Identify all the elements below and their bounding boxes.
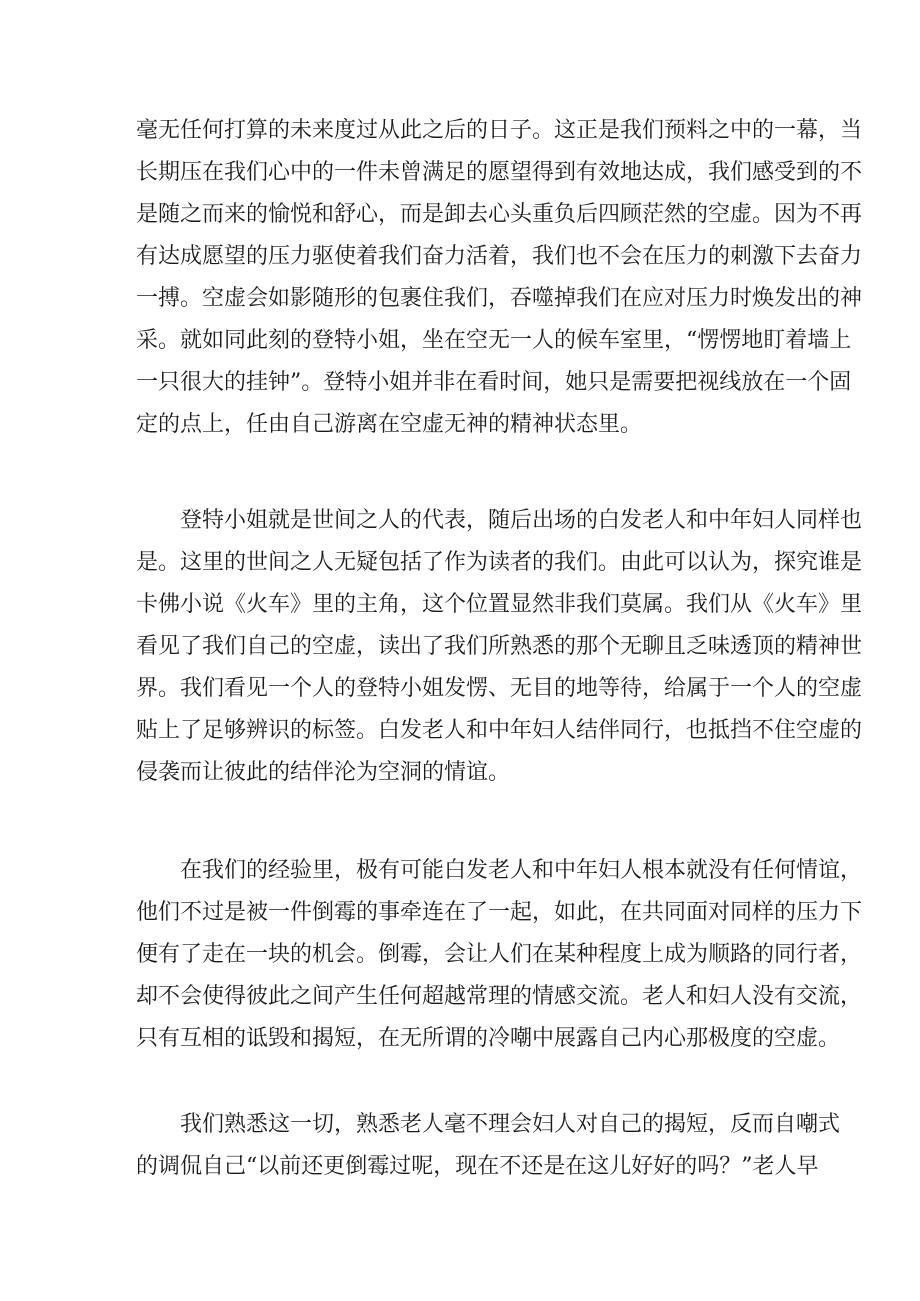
paragraph-line: 界。我们看见一个人的登特小姐发愣、无目的地等待，给属于一个人的空虚 <box>136 676 863 701</box>
paragraph-line: 贴上了足够辨识的标签。白发老人和中年妇人结伴同行，也抵挡不住空虚的 <box>136 718 863 743</box>
paragraph-line: 的调侃自己“以前还更倒霉过呢，现在不还是在这儿好好的吗？”老人早 <box>136 1154 819 1179</box>
paragraph-line: 一搏。空虚会如影随形的包裹住我们，吞噬掉我们在应对压力时焕发出的神 <box>136 286 863 311</box>
paragraph-line: 是。这里的世间之人无疑包括了作为读者的我们。由此可以认为，探究谁是 <box>136 550 863 575</box>
paragraph-line: 只有互相的诋毁和揭短，在无所谓的冷嘲中展露自己内心那极度的空虚。 <box>136 1026 841 1051</box>
paragraph-line: 定的点上，任由自己游离在空虚无神的精神状态里。 <box>136 412 643 437</box>
paragraph-line: 侵袭而让彼此的结伴沦为空洞的情谊。 <box>136 760 511 785</box>
paragraph-line: 在我们的经验里，极有可能白发老人和中年妇人根本就没有任何情谊， <box>180 858 863 883</box>
paragraph-line: 我们熟悉这一切，熟悉老人毫不理会妇人对自己的揭短，反而自嘲式 <box>180 1112 841 1137</box>
paragraph-line: 他们不过是被一件倒霉的事牵连在了一起，如此，在共同面对同样的压力下 <box>136 900 863 925</box>
paragraph-line: 卡佛小说《火车》里的主角，这个位置显然非我们莫属。我们从《火车》里 <box>136 592 863 617</box>
paragraph-line: 毫无任何打算的未来度过从此之后的日子。这正是我们预料之中的一幕，当 <box>136 118 863 143</box>
paragraph-line: 一只很大的挂钟”。登特小姐并非在看时间，她只是需要把视线放在一个固 <box>136 370 852 395</box>
paragraph-line: 却不会使得彼此之间产生任何超越常理的情感交流。老人和妇人没有交流， <box>136 984 863 1009</box>
paragraph-line: 看见了我们自己的空虚，读出了我们所熟悉的那个无聊且乏味透顶的精神世 <box>136 634 863 659</box>
paragraph-line: 有达成愿望的压力驱使着我们奋力活着，我们也不会在压力的刺激下去奋力 <box>136 244 863 269</box>
paragraph-line: 长期压在我们心中的一件未曾满足的愿望得到有效地达成，我们感受到的不 <box>136 160 863 185</box>
paragraph-line: 便有了走在一块的机会。倒霉，会让人们在某种程度上成为顺路的同行者， <box>136 942 863 967</box>
paragraph-line: 是随之而来的愉悦和舒心，而是卸去心头重负后四顾茫然的空虚。因为不再 <box>136 202 863 227</box>
paragraph-line: 采。就如同此刻的登特小姐，坐在空无一人的候车室里，“愣愣地盯着墙上 <box>136 328 852 353</box>
paragraph-line: 登特小姐就是世间之人的代表，随后出场的白发老人和中年妇人同样也 <box>180 508 863 533</box>
